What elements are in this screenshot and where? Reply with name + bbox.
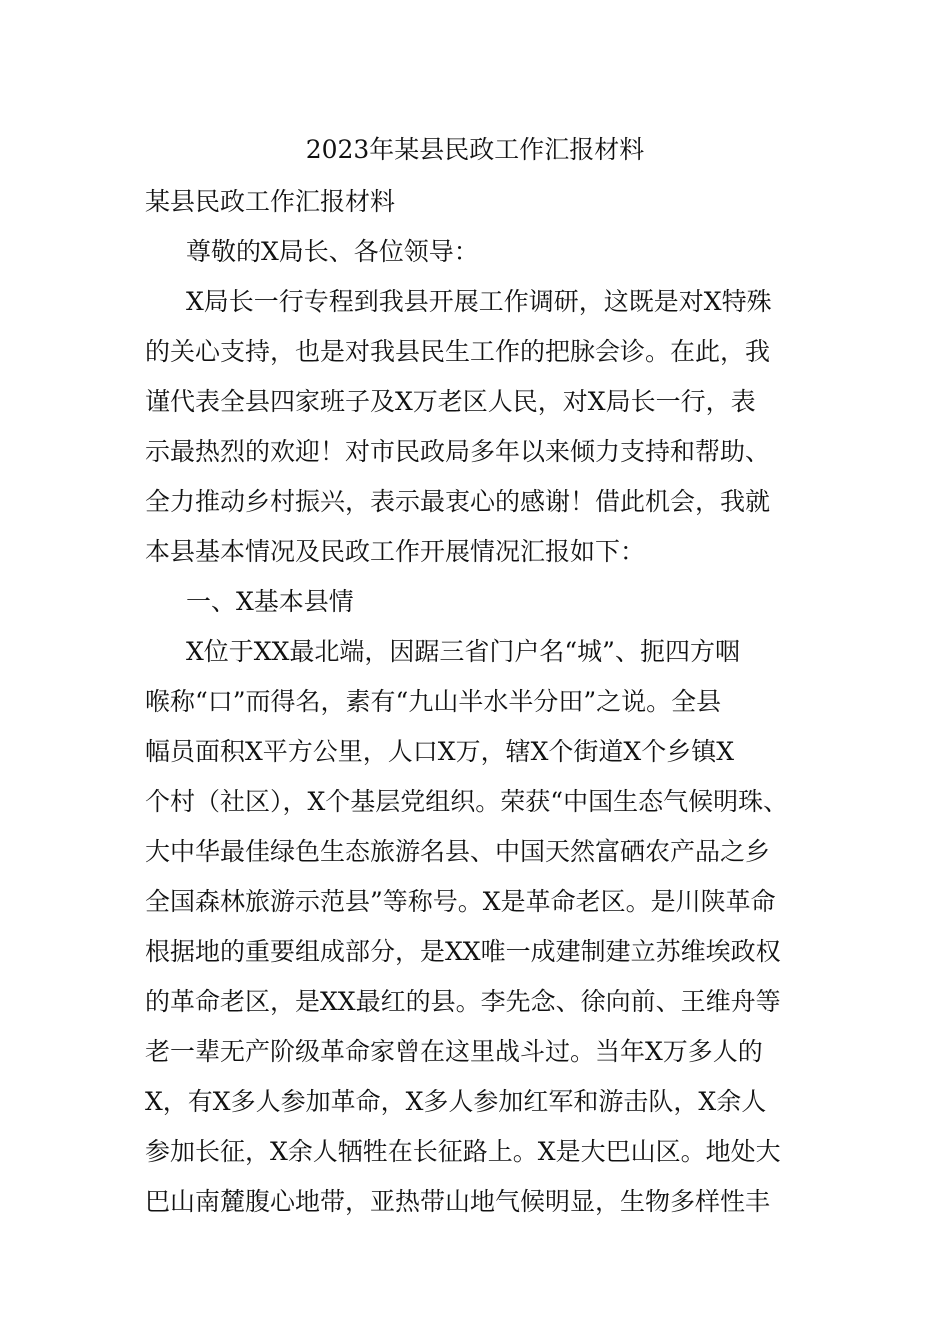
paragraph-line: 个村（社区），X个基层党组织。荣获“中国生态气候明珠、	[145, 787, 789, 816]
paragraph-line: 巴山南麓腹心地带，亚热带山地气候明显，生物多样性丰	[145, 1187, 771, 1216]
paragraph-line: 示最热烈的欢迎！对市民政局多年以来倾力支持和帮助、	[145, 437, 771, 466]
paragraph-line: 参加长征，X余人牺牲在长征路上。X是大巴山区。地处大	[145, 1137, 781, 1166]
paragraph-line: X位于XX最北端，因踞三省门户名“城”、扼四方咽	[186, 637, 740, 666]
subtitle-line: 某县民政工作汇报材料	[145, 187, 396, 216]
paragraph-line: X，有X多人参加革命，X多人参加红军和游击队，X余人	[145, 1087, 767, 1116]
section-heading: 一、X基本县情	[186, 587, 354, 616]
paragraph-line: 根据地的重要组成部分，是XX唯一成建制建立苏维埃政权	[145, 937, 781, 966]
document-title: 2023年某县民政工作汇报材料	[305, 135, 645, 164]
paragraph-line: 幅员面积X平方公里，人口X万，辖X个街道X个乡镇X	[145, 737, 734, 766]
salutation-line: 尊敬的X局长、各位领导：	[186, 237, 479, 266]
paragraph-line: 谨代表全县四家班子及X万老区人民，对X局长一行，表	[145, 387, 756, 416]
paragraph-line: 老一辈无产阶级革命家曾在这里战斗过。当年X万多人的	[145, 1037, 763, 1066]
paragraph-line: 的革命老区，是XX最红的县。李先念、徐向前、王维舟等	[145, 987, 781, 1016]
paragraph-line: 的关心支持，也是对我县民生工作的把脉会诊。在此，我	[145, 337, 771, 366]
paragraph-line: X局长一行专程到我县开展工作调研，这既是对X特殊	[186, 287, 772, 316]
paragraph-line: 本县基本情况及民政工作开展情况汇报如下：	[145, 537, 646, 566]
paragraph-line: 喉称“口”而得名，素有“九山半水半分田”之说。全县	[145, 687, 722, 716]
paragraph-line: 大中华最佳绿色生态旅游名县、中国天然富硒农产品之乡	[145, 837, 771, 866]
paragraph-line: 全国森林旅游示范县”等称号。X是革命老区。是川陕革命	[145, 887, 776, 916]
paragraph-line: 全力推动乡村振兴，表示最衷心的感谢！借此机会，我就	[145, 487, 771, 516]
